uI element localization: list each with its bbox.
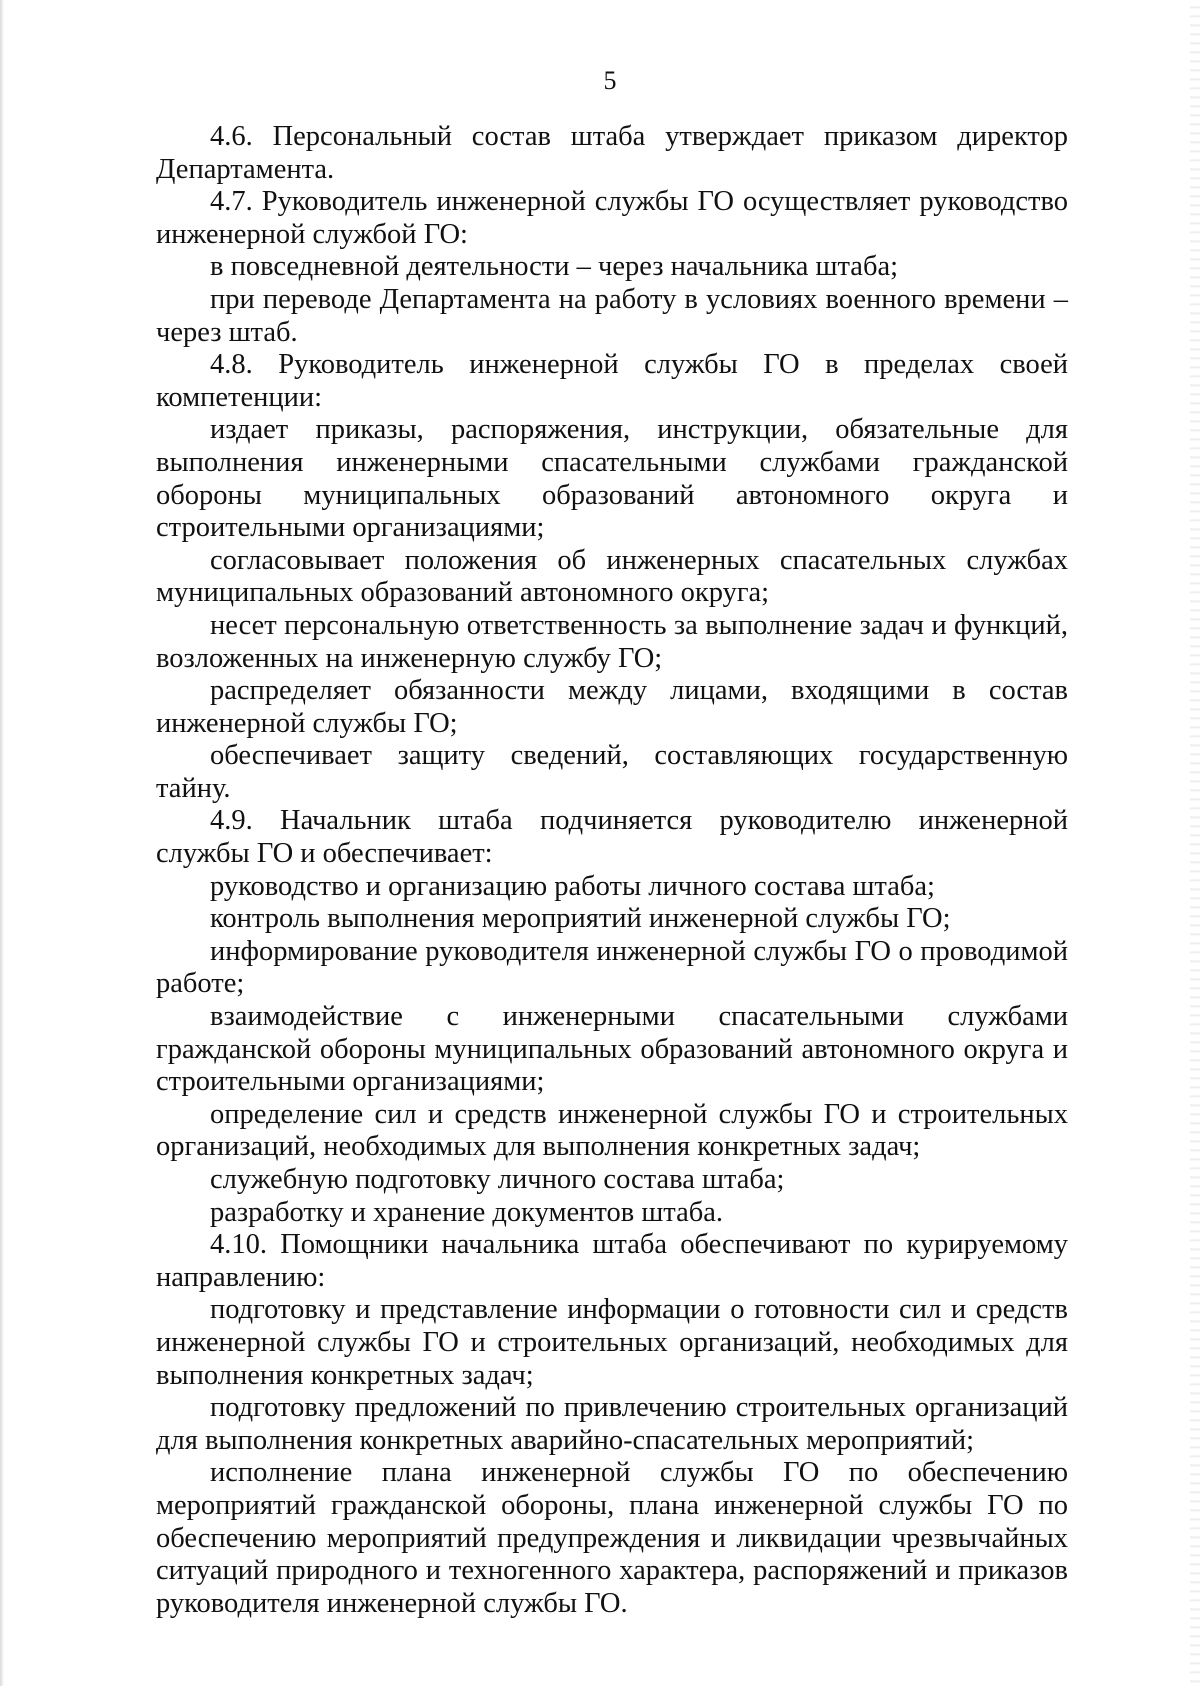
list-item: в повседневной деятельности – через начальника штаба; (210, 251, 899, 283)
list-item: издает приказы, распоряжения, инструкции, обязательные для выполнения инженерными спасательными службами гражданской обороны муниципальных образований автономного округа и строительными организациями; (156, 414, 1068, 544)
scan-edge-left (0, 0, 4, 1686)
document-body (156, 121, 1068, 1620)
paragraph-4-9: 4.9. Начальник штаба подчиняется руководителю инженерной службы ГО и обеспечивает: (156, 805, 1068, 870)
list-item: взаимодействие с инженерными спасательными службами гражданской обороны муниципальных образований автономного округа и строительными организациями; (156, 1001, 1068, 1098)
paragraph-4-10: 4.10. Помощники начальника штаба обеспечивают по курируемому направлению: (156, 1229, 1068, 1293)
list-item: контроль выполнения мероприятий инженерной службы ГО; (210, 903, 951, 935)
list-item: согласовывает положения об инженерных спасательных службах муниципальных образований автономного округа; (156, 544, 1068, 609)
list-item: подготовку и представление информации о готовности сил и средств инженерной службы ГО и строительных организаций, необходимых для выполнения конкретных задач; (156, 1294, 1068, 1391)
list-item: служебную подготовку личного состава штаба; (210, 1164, 785, 1195)
list-item: обеспечивает защиту сведений, составляющих государственную тайну. (156, 740, 1068, 804)
list-item: исполнение плана инженерной службы ГО по обеспечению мероприятий гражданской обороны, плана инженерной службы ГО по обеспечению мероприятий предупреждения и ликвидации чрезвычайных ситуаций природного и техногенного характера, распоряжений и приказов руководителя инженерной службы ГО. (156, 1457, 1068, 1619)
list-item: руководство и организацию работы личного состава штаба; (210, 870, 935, 902)
paragraph-4-7: 4.7. Руководитель инженерной службы ГО осуществляет руководство инженерной службой ГО: (156, 186, 1068, 250)
list-item: несет персональную ответственность за выполнение задач и функций, возложенных на инженерную службу ГО; (156, 609, 1068, 674)
page-number: 5 (603, 66, 617, 95)
scan-edge-right (1190, 0, 1200, 1686)
list-item: информирование руководителя инженерной службы ГО о проводимой работе; (156, 935, 1068, 1000)
list-item: подготовку предложений по привлечению строительных организаций для выполнения конкретных аварийно-спасательных мероприятий; (156, 1392, 1068, 1456)
list-item: при переводе Департамента на работу в условиях военного времени – через штаб. (156, 283, 1068, 348)
list-item: разработку и хранение документов штаба. (210, 1196, 723, 1228)
paragraph-4-6: 4.6. Персональный состав штаба утверждает приказом директор Департамента. (156, 121, 1068, 185)
list-item: распределяет обязанности между лицами, входящими в состав инженерной службы ГО; (156, 675, 1068, 739)
list-item: определение сил и средств инженерной службы ГО и строительных организаций, необходимых для выполнения конкретных задач; (156, 1098, 1068, 1163)
paragraph-4-8: 4.8. Руководитель инженерной службы ГО в пределах своей компетенции: (156, 349, 1068, 413)
